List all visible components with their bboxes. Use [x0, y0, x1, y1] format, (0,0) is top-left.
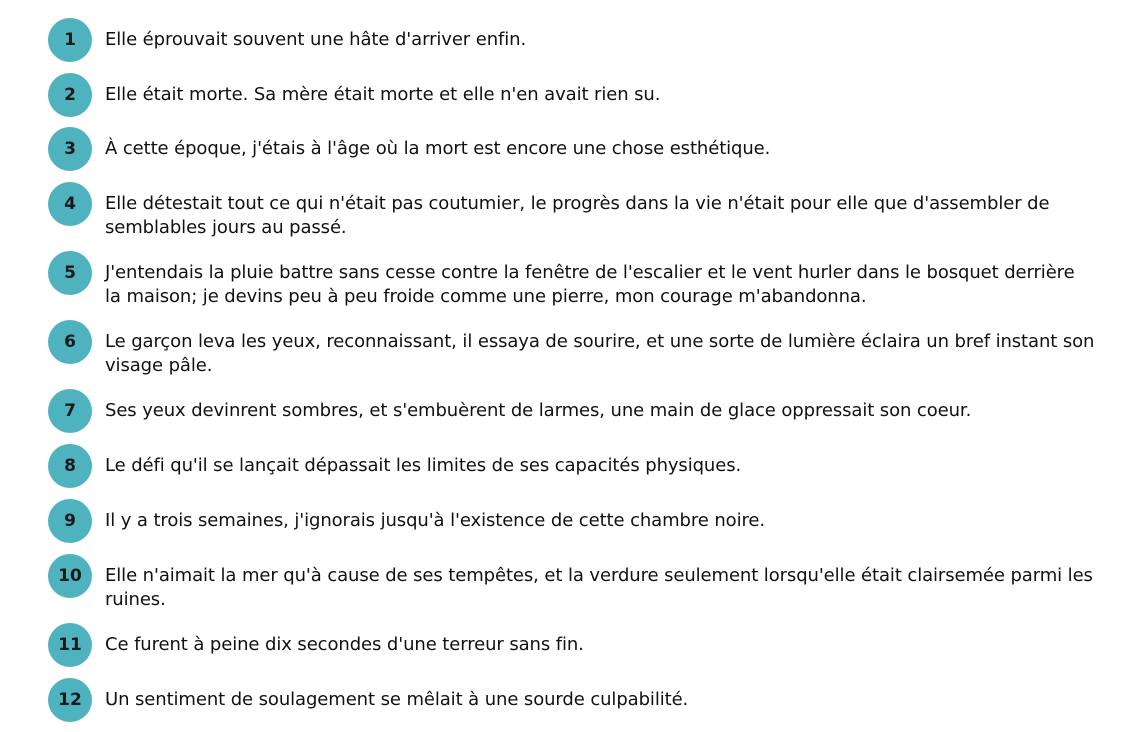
item-number-badge: 10	[48, 554, 92, 598]
item-number-badge: 7	[48, 389, 92, 433]
item-number-badge: 1	[48, 18, 92, 62]
item-text: J'entendais la pluie battre sans cesse contre la fenêtre de l'escalier et le vent hurler dans le bosquet derrière la maison; je devins peu à peu froide comme une pierre, mon courage m'abandonna.	[105, 262, 1075, 307]
item-number-badge: 5	[48, 251, 92, 295]
item-text: Elle détestait tout ce qui n'était pas coutumier, le progrès dans la vie n'était pour elle que d'assembler de semblables jours au passé.	[105, 193, 1050, 238]
item-text: Le défi qu'il se lançait dépassait les limites de ses capacités physiques.	[105, 455, 742, 476]
item-number-badge: 9	[48, 499, 92, 543]
item-number-badge: 12	[48, 678, 92, 722]
item-number-badge: 8	[48, 444, 92, 488]
item-number-badge: 3	[48, 127, 92, 171]
item-number-badge: 11	[48, 623, 92, 667]
item-text: Ses yeux devinrent sombres, et s'embuèrent de larmes, une main de glace oppressait son coeur.	[105, 400, 972, 421]
item-text: Elle était morte. Sa mère était morte et elle n'en avait rien su.	[105, 84, 661, 105]
item-text: À cette époque, j'étais à l'âge où la mort est encore une chose esthétique.	[105, 138, 771, 159]
item-number-badge: 2	[48, 73, 92, 117]
item-text: Ce furent à peine dix secondes d'une terreur sans fin.	[105, 634, 584, 655]
item-number-badge: 4	[48, 182, 92, 226]
item-number-badge: 6	[48, 320, 92, 364]
item-text: Un sentiment de soulagement se mêlait à une sourde culpabilité.	[105, 689, 689, 710]
item-text: Le garçon leva les yeux, reconnaissant, il essaya de sourire, et une sorte de lumière éclaira un bref instant son visage pâle.	[105, 331, 1095, 376]
item-text: Il y a trois semaines, j'ignorais jusqu'à l'existence de cette chambre noire.	[105, 510, 765, 531]
item-text: Elle éprouvait souvent une hâte d'arriver enfin.	[105, 29, 527, 50]
item-text: Elle n'aimait la mer qu'à cause de ses tempêtes, et la verdure seulement lorsqu'elle était clairsemée parmi les ruines.	[105, 565, 1093, 610]
